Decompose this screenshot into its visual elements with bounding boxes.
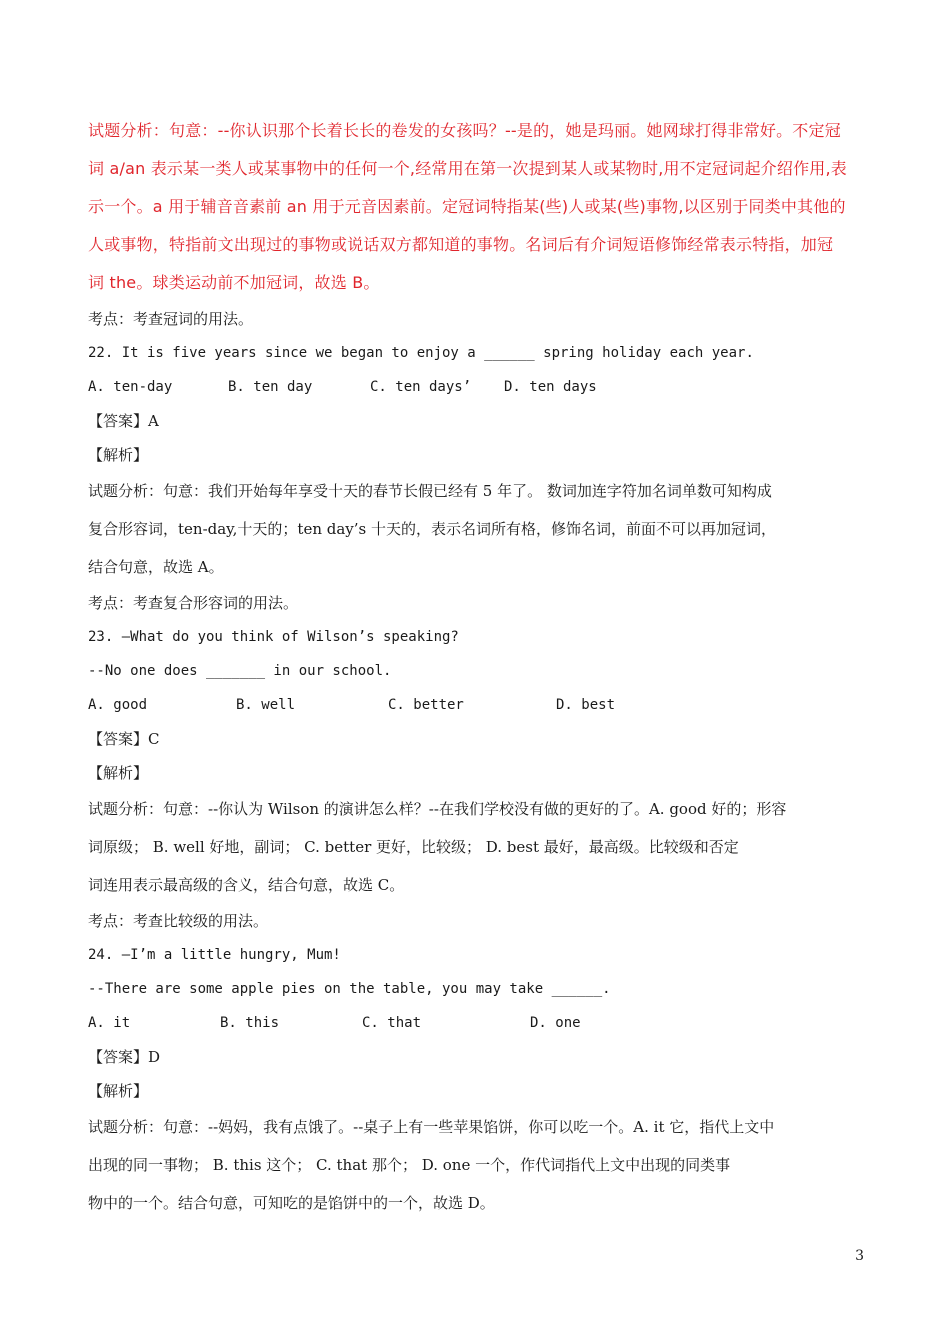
q22-analysis-line: 复合形容词，ten-day,十天的；ten day’s 十天的，表示名词所有格，修饰名词，前面不可以再加冠词， xyxy=(88,520,777,538)
q21-analysis-line: 示一个。a 用于辅音音素前 an 用于元音因素前。定冠词特指某(些)人或某(些)事物,以区别于同类中其他的 xyxy=(88,197,846,216)
q23-kaodian: 考点：考查比较级的用法。 xyxy=(88,912,269,930)
q23-jiexi: 【解析】 xyxy=(88,764,149,782)
q22-option-d: D. ten days xyxy=(504,379,597,395)
q21-analysis-line: 词 a/an 表示某一类人或某事物中的任何一个,经常用在第一次提到某人或某物时,用不定冠词起介绍作用,表 xyxy=(88,159,847,178)
q24-analysis-line: 试题分析：句意：--妈妈，我有点饿了。--桌子上有一些苹果馅饼，你可以吃一个。A. it 它，指代上文中 xyxy=(88,1118,775,1136)
q23-options xyxy=(88,688,870,722)
q24-answer: 【答案】D xyxy=(88,1048,161,1066)
q21-analysis-line: 人或事物，特指前文出现过的事物或说话双方都知道的事物。名词后有介词短语修饰经常表示特指，加冠 xyxy=(88,235,834,254)
q22-option-b: B. ten day xyxy=(228,379,313,395)
q23-option-a: A. good xyxy=(88,697,148,713)
q24-option-d: D. one xyxy=(530,1015,581,1031)
q23-question-line2: --No one does _______ in our school. xyxy=(88,663,392,679)
q22-jiexi: 【解析】 xyxy=(88,446,149,464)
page-content xyxy=(88,112,870,1222)
q24-question-line1: 24. –I’m a little hungry, Mum! xyxy=(88,947,341,963)
q22-analysis-line: 试题分析：句意：我们开始每年享受十天的春节长假已经有 5 年了。 数词加连字符加名词单数可知构成 xyxy=(88,482,772,500)
q22-options xyxy=(88,370,870,404)
q24-option-a: A. it xyxy=(88,1015,131,1031)
q21-kaodian: 考点：考查冠词的用法。 xyxy=(88,310,254,328)
q22-analysis-line: 结合句意，故选 A。 xyxy=(88,558,224,576)
q23-option-c: C. better xyxy=(388,697,464,713)
q23-option-d: D. best xyxy=(556,697,616,713)
q23-analysis-line: 试题分析：句意：--你认为 Wilson 的演讲怎么样？--在我们学校没有做的更好的了。A. good 好的；形容 xyxy=(88,800,787,818)
q23-analysis-line: 词连用表示最高级的含义，结合句意，故选 C。 xyxy=(88,876,405,894)
q22-option-a: A. ten-day xyxy=(88,379,173,395)
q24-question-line2: --There are some apple pies on the table, you may take ______. xyxy=(88,981,611,997)
page-number: 3 xyxy=(855,1248,864,1264)
q21-analysis xyxy=(88,112,870,302)
q24-analysis-line: 出现的同一事物； B. this 这个； C. that 那个； D. one 一个，作代词指代上文中出现的同类事 xyxy=(88,1156,731,1174)
q24-options xyxy=(88,1006,870,1040)
q24-option-c: C. that xyxy=(362,1015,422,1031)
q22-option-c: C. ten days’ xyxy=(370,379,472,395)
q23-analysis-line: 词原级； B. well 好地，副词； C. better 更好，比较级； D. best 最好，最高级。比较级和否定 xyxy=(88,838,739,856)
q24-option-b: B. this xyxy=(220,1015,280,1031)
q22-kaodian: 考点：考查复合形容词的用法。 xyxy=(88,594,299,612)
q24-analysis-line: 物中的一个。结合句意，可知吃的是馅饼中的一个，故选 D。 xyxy=(88,1194,495,1212)
q23-answer: 【答案】C xyxy=(88,730,160,748)
q22-answer: 【答案】A xyxy=(88,412,159,430)
q23-question-line1: 23. –What do you think of Wilson’s speaking? xyxy=(88,629,459,645)
q21-analysis-line: 词 the。球类运动前不加冠词，故选 B。 xyxy=(88,273,380,292)
q21-analysis-line: 试题分析：句意：--你认识那个长着长长的卷发的女孩吗？--是的，她是玛丽。她网球打得非常好。不定冠 xyxy=(88,121,841,140)
q24-jiexi: 【解析】 xyxy=(88,1082,149,1100)
q23-option-b: B. well xyxy=(236,697,296,713)
q22-question: 22. It is five years since we began to enjoy a ______ spring holiday each year. xyxy=(88,345,754,361)
